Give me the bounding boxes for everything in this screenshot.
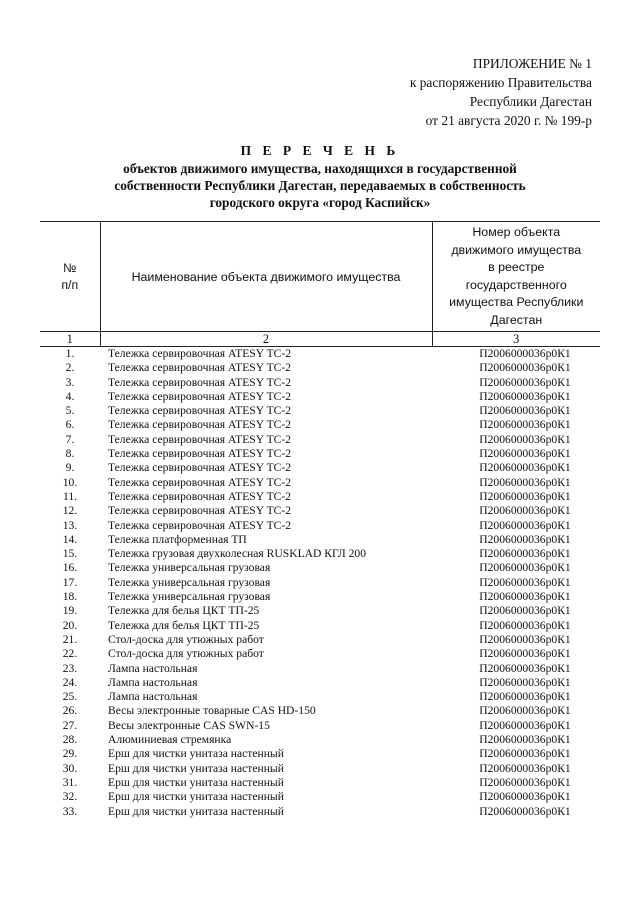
row-item-name: Тележка сервировочная ATESY ТС-2 [108,447,292,461]
row-registry-number: П2006000036р0К1 [479,389,571,403]
row-number: 4. [65,389,75,403]
row-number: 6. [65,418,75,432]
row-item-name: Алюминиевая стремянка [108,733,232,747]
table-row [40,647,600,661]
row-item-name: Ерш для чистки унитаза настенный [108,790,284,804]
row-number: 20. [62,618,78,632]
row-item-name: Тележка сервировочная ATESY ТС-2 [108,389,292,403]
row-registry-number: П2006000036р0К1 [479,518,571,532]
table-row [40,533,600,547]
row-number: 30. [62,761,78,775]
row-number: 10. [62,475,78,489]
row-registry-number: П2006000036р0К1 [479,790,571,804]
row-item-name: Тележка для белья ЦКТ ТП-25 [108,604,260,618]
row-registry-number: П2006000036р0К1 [479,747,571,761]
row-number: 5. [65,404,75,418]
appendix-order-ref: к распоряжению Правительства [409,75,592,90]
row-registry-number: П2006000036р0К1 [479,590,571,604]
table-row [40,361,600,375]
row-item-name: Тележка универсальная грузовая [108,561,271,575]
row-item-name: Весы электронные CAS SWN-15 [108,718,270,732]
row-number: 19. [62,604,78,618]
row-item-name: Тележка для белья ЦКТ ТП-25 [108,618,260,632]
row-item-name: Стол-доска для утюжных работ [108,632,264,646]
column-index-2: 2 [100,332,432,347]
table-row [40,376,600,390]
column-index-3: 3 [432,332,600,347]
row-number: 16. [62,561,78,575]
row-registry-number: П2006000036р0К1 [479,775,571,789]
row-number: 26. [62,704,78,718]
table-row [40,390,600,404]
row-item-name: Лампа настольная [108,690,198,704]
appendix-number: ПРИЛОЖЕНИЕ № 1 [472,56,592,71]
row-registry-number: П2006000036р0К1 [479,704,571,718]
row-number: 21. [62,632,78,646]
table-row [40,790,600,804]
row-number: 14. [62,532,78,546]
row-number: 31. [62,775,78,789]
document-heading [40,142,600,211]
table-row [40,619,600,633]
row-number: 29. [62,747,78,761]
row-item-name: Тележка сервировочная ATESY ТС-2 [108,504,292,518]
table-row [40,504,600,518]
row-item-name: Тележка сервировочная ATESY ТС-2 [108,475,292,489]
row-item-name: Тележка сервировочная ATESY ТС-2 [108,432,292,446]
header-reg-line-4: государственного [465,277,567,292]
table-row [40,404,600,418]
row-registry-number: П2006000036р0К1 [479,532,571,546]
row-registry-number: П2006000036р0К1 [479,361,571,375]
row-registry-number: П2006000036р0К1 [479,632,571,646]
column-index-1: 1 [40,332,100,347]
appendix-date: от 21 августа 2020 г. № 199-р [425,113,592,128]
table-row [40,704,600,718]
row-item-name: Тележка сервировочная ATESY ТС-2 [108,404,292,418]
property-table [40,221,600,819]
header-reg-line-6: Дагестан [490,312,543,327]
row-item-name: Тележка сервировочная ATESY ТС-2 [108,418,292,432]
table-row [40,433,600,447]
row-registry-number: П2006000036р0К1 [479,432,571,446]
header-registry-number [432,222,600,332]
table-row [40,476,600,490]
row-registry-number: П2006000036р0К1 [479,418,571,432]
row-registry-number: П2006000036р0К1 [479,561,571,575]
table-row [40,776,600,790]
column-index-row [40,332,600,347]
header-number-sign: № [63,260,77,275]
row-registry-number: П2006000036р0К1 [479,661,571,675]
row-registry-number: П2006000036р0К1 [479,690,571,704]
row-registry-number: П2006000036р0К1 [479,804,571,818]
header-reg-line-5: имущества Республики [449,295,584,309]
row-registry-number: П2006000036р0К1 [479,347,571,360]
row-registry-number: П2006000036р0К1 [479,461,571,475]
table-row [40,547,600,561]
table-row [40,719,600,733]
row-item-name: Тележка сервировочная ATESY ТС-2 [108,518,292,532]
row-number: 25. [62,690,78,704]
row-item-name: Тележка сервировочная ATESY ТС-2 [108,489,292,503]
document-title: П Е Р Е Ч Е Н Ь [240,143,400,158]
row-item-name: Тележка сервировочная ATESY ТС-2 [108,461,292,475]
table-row [40,347,600,362]
subtitle-line-1: объектов движимого имущества, находящихся в государственной [123,161,517,176]
table-row [40,576,600,590]
row-item-name: Ерш для чистки унитаза настенный [108,804,284,818]
table-row [40,676,600,690]
row-number: 2. [65,361,75,375]
row-number: 7. [65,432,75,446]
row-item-name: Тележка универсальная грузовая [108,575,271,589]
row-number: 23. [62,661,78,675]
row-registry-number: П2006000036р0К1 [479,733,571,747]
row-number: 12. [62,504,78,518]
table-row [40,733,600,747]
table-row [40,461,600,475]
row-number: 28. [62,733,78,747]
row-registry-number: П2006000036р0К1 [479,504,571,518]
table-row [40,418,600,432]
row-number: 18. [62,590,78,604]
row-number: 1. [65,347,75,360]
table-row [40,519,600,533]
row-number: 3. [65,375,75,389]
table-row [40,604,600,618]
row-number: 11. [62,489,78,503]
row-registry-number: П2006000036р0К1 [479,575,571,589]
table-header-row [40,222,600,332]
table-row [40,662,600,676]
table-row [40,747,600,761]
row-number: 33. [62,804,78,818]
row-item-name: Тележка платформенная ТП [108,532,247,546]
row-item-name: Тележка универсальная грузовая [108,590,271,604]
row-registry-number: П2006000036р0К1 [479,375,571,389]
row-number: 8. [65,447,75,461]
row-registry-number: П2006000036р0К1 [479,404,571,418]
table-row [40,447,600,461]
row-registry-number: П2006000036р0К1 [479,604,571,618]
header-reg-line-1: Номер объекта [472,225,561,239]
header-reg-line-2: движимого имущества [451,242,582,257]
row-number: 32. [62,790,78,804]
row-item-name: Тележка сервировочная ATESY ТС-2 [108,361,292,375]
table-row [40,805,600,819]
table-row [40,490,600,504]
subtitle-line-3: городского округа «город Каспийск» [209,195,431,210]
table-row [40,762,600,776]
row-registry-number: П2006000036р0К1 [479,475,571,489]
row-item-name: Ерш для чистки унитаза настенный [108,747,284,761]
table-row [40,633,600,647]
header-reg-line-3: в реестре [488,260,545,274]
row-item-name: Весы электронные товарные CAS HD-150 [108,704,316,718]
header-number-abbr: п/п [61,277,79,292]
table-body [40,347,600,819]
row-number: 9. [65,461,75,475]
table-row [40,690,600,704]
row-number: 13. [62,518,78,532]
row-item-name: Тележка сервировочная ATESY ТС-2 [108,347,292,360]
row-registry-number: П2006000036р0К1 [479,718,571,732]
row-item-name: Тележка грузовая двухколесная RUSKLAD КГЛ 200 [108,547,367,561]
subtitle-line-2: собственности Республики Дагестан, передаваемых в собственность [114,178,526,193]
row-registry-number: П2006000036р0К1 [479,547,571,561]
row-registry-number: П2006000036р0К1 [479,489,571,503]
row-registry-number: П2006000036р0К1 [479,618,571,632]
table-row [40,561,600,575]
header-number [40,222,100,332]
appendix-block [352,54,592,130]
row-item-name: Стол-доска для утюжных работ [108,647,264,661]
header-name: Наименование объекта движимого имущества [100,222,432,332]
table-row [40,590,600,604]
row-item-name: Ерш для чистки унитаза настенный [108,775,284,789]
row-number: 27. [62,718,78,732]
row-item-name: Ерш для чистки унитаза настенный [108,761,284,775]
row-registry-number: П2006000036р0К1 [479,675,571,689]
row-registry-number: П2006000036р0К1 [479,447,571,461]
row-number: 22. [62,647,78,661]
row-number: 24. [62,675,78,689]
row-item-name: Тележка сервировочная ATESY ТС-2 [108,375,292,389]
row-item-name: Лампа настольная [108,661,198,675]
row-registry-number: П2006000036р0К1 [479,761,571,775]
row-number: 15. [62,547,78,561]
appendix-government: Республики Дагестан [469,94,592,109]
row-registry-number: П2006000036р0К1 [479,647,571,661]
row-number: 17. [62,575,78,589]
row-item-name: Лампа настольная [108,675,198,689]
